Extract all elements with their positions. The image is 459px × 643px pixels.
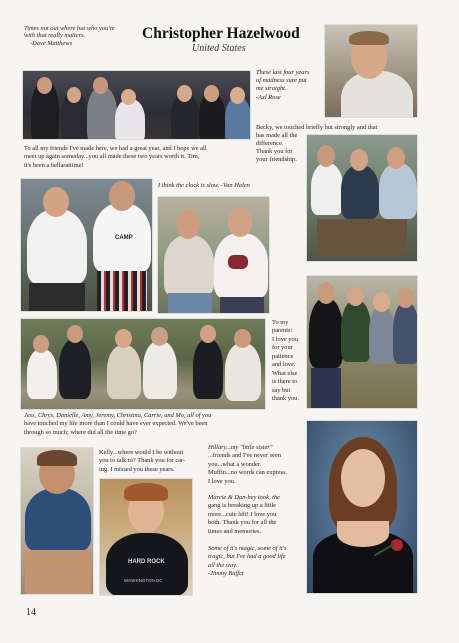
- note-marcie-line-2: gang is breaking up a little: [208, 502, 276, 509]
- note-friends-line-2: meet up again someday...you all made these two years worth it. Tim,: [24, 153, 200, 160]
- photo-group-girls: [22, 70, 251, 140]
- note-hillary-line-4: Muffin...no words can express.: [208, 469, 288, 476]
- note-friends-line-1: To all my friends I've made here, we had a great year, and I hope we all: [24, 145, 207, 152]
- photo-girl-hard-rock: [99, 478, 193, 596]
- note-becky-line-2: has made all the: [256, 132, 298, 139]
- note-kelly-line-1: Kelly...where would I be without: [99, 449, 184, 456]
- note-kelly-line-3: ing. I missed you these years.: [99, 466, 175, 473]
- note-jess-line-2: have touched my life more than I could have ever expected. We've been: [24, 420, 208, 427]
- note-parents-line-1: To my: [272, 319, 289, 326]
- note-marcie-line-1: Marcie & Dan-bey took, the: [208, 494, 280, 501]
- shirt-text-hard-rock: HARD ROCK: [128, 559, 165, 565]
- note-becky-line-1: Becky, we touched briefly but strongly and that: [256, 124, 378, 131]
- page-subtitle: United States: [192, 43, 246, 54]
- shirt-text-city: WASHINGTON DC: [124, 578, 163, 583]
- quote-buffet-line-3: all the way.: [208, 562, 238, 569]
- quote-van-halen: I think the clock is slow. -Van Halen: [158, 182, 250, 189]
- quote-buffet-line-2: tragic, but I've had a good life: [208, 553, 286, 560]
- note-hillary-line-3: you...what a wonder.: [208, 461, 262, 468]
- note-parents-line-3: I love you: [272, 336, 298, 343]
- photo-girl-left: [20, 447, 94, 595]
- quote-buffet-line-4: -Jimmy Buffet: [208, 570, 244, 577]
- note-parents-line-5: patience: [272, 353, 294, 360]
- photo-group-steps: [20, 318, 266, 410]
- quote-rose-line-1: These last four years: [256, 69, 310, 76]
- quote-buffet-line-1: Some of it's magic, some of it's: [208, 545, 287, 552]
- note-marcie-line-4: both. Thank you for all the: [208, 519, 277, 526]
- note-parents-line-9: say but: [272, 387, 291, 394]
- note-hillary-line-2: ...friends and I've never seen: [208, 452, 282, 459]
- quote-matthews-line-1: Times not out where but who you're: [24, 25, 115, 32]
- note-parents-line-6: and love.: [272, 361, 296, 368]
- note-kelly-line-2: you to talk to? Thank you for car-: [99, 457, 186, 464]
- page-number: 14: [26, 607, 36, 618]
- note-marcie-line-5: times and memories.: [208, 528, 262, 535]
- note-parents-line-4: for your: [272, 344, 293, 351]
- page-title: Christopher Hazelwood: [142, 25, 300, 42]
- quote-matthews-line-2: with that really matters.: [24, 32, 86, 39]
- note-becky-line-5: your friendship.: [256, 156, 297, 163]
- note-parents-line-10: thank you.: [272, 395, 299, 402]
- photo-portrait-top-right: [324, 24, 418, 118]
- note-becky-line-4: Thank you for: [256, 148, 293, 155]
- note-jess-line-1: Jess, Chrys, Danielle, Amy, Jeremy, Christina, Carrie, and Mo, all of you: [24, 412, 212, 419]
- photo-two-guys: [20, 178, 153, 312]
- note-marcie-line-3: more...cute left! I love you: [208, 511, 277, 518]
- quote-rose-line-4: -Axl Rose: [256, 94, 281, 101]
- photo-three-sitting: [306, 134, 418, 262]
- note-jess-line-3: through so much; where did all the time go?: [24, 429, 137, 436]
- quote-rose-line-3: me straight.: [256, 85, 287, 92]
- photo-senior-portrait: [306, 420, 418, 594]
- photo-two-girls: [157, 196, 270, 314]
- shirt-text-camp: CAMP: [115, 235, 133, 241]
- quote-rose-line-2: of madness sure put: [256, 77, 307, 84]
- note-becky-line-3: difference.: [256, 140, 284, 147]
- note-hillary-line-5: I love you.: [208, 478, 236, 485]
- note-parents-line-8: is there to: [272, 378, 298, 385]
- note-parents-line-7: What else: [272, 370, 298, 377]
- note-friends-line-3: it's been a bellarattime!: [24, 162, 84, 169]
- note-parents-line-2: parents:: [272, 327, 293, 334]
- photo-group-outdoors: [306, 275, 418, 409]
- note-hillary-line-1: Hillary...my "little sister": [208, 444, 273, 451]
- quote-matthews-line-3: -Dave Matthews: [30, 40, 73, 47]
